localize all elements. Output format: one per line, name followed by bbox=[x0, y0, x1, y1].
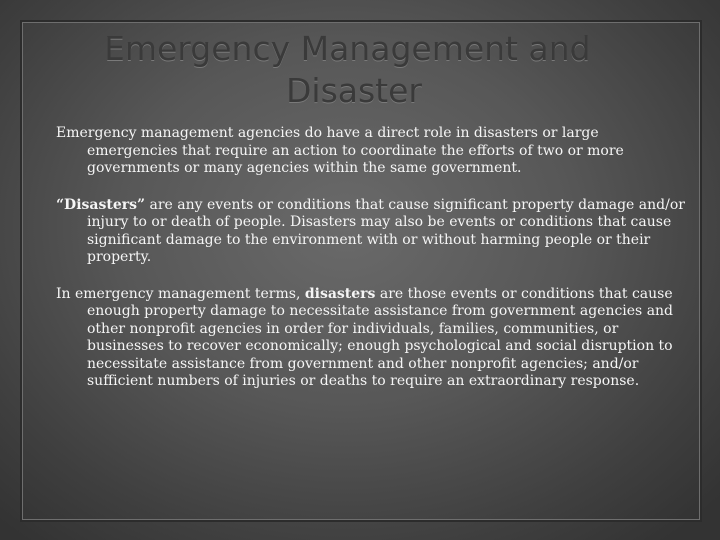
slide-body bbox=[56, 125, 691, 410]
paragraph-bold-term: disasters bbox=[304, 285, 376, 302]
paragraph-text: Emergency management agencies do have a direct role in disasters or large emergencies that require an action to coordinate the efforts of two or more governments or many agencies within the same government. bbox=[56, 125, 624, 176]
paragraph-lead-text: In emergency management terms, bbox=[56, 285, 305, 302]
slide-title bbox=[100, 28, 680, 112]
paragraph-text: are any events or conditions that cause significant property damage and/or injury to or death of people. Disasters may also be events or conditions that cause significant damage to the environment with or without harming people or their property. bbox=[87, 196, 685, 265]
slide-title-line-1: Emergency Management and bbox=[104, 29, 591, 68]
paragraph-text: are those events or conditions that cause enough property damage to necessitate assistance from government agencies and other nonprofit agencies in order for individuals, families, communities, or businesses to recover economically; enough psychological and social disruption to necessitate assistance from government and other nonprofit agencies; and/or sufficient numbers of injuries or deaths to require an extraordinary response. bbox=[87, 285, 674, 389]
paragraph-bold-term: “Disasters” bbox=[56, 196, 146, 213]
paragraph-disasters-definition bbox=[56, 197, 691, 267]
slide-title-line-2: Disaster bbox=[286, 71, 422, 110]
paragraph-emergency-management-terms bbox=[56, 286, 691, 391]
paragraph-emergency-agencies bbox=[56, 125, 691, 178]
